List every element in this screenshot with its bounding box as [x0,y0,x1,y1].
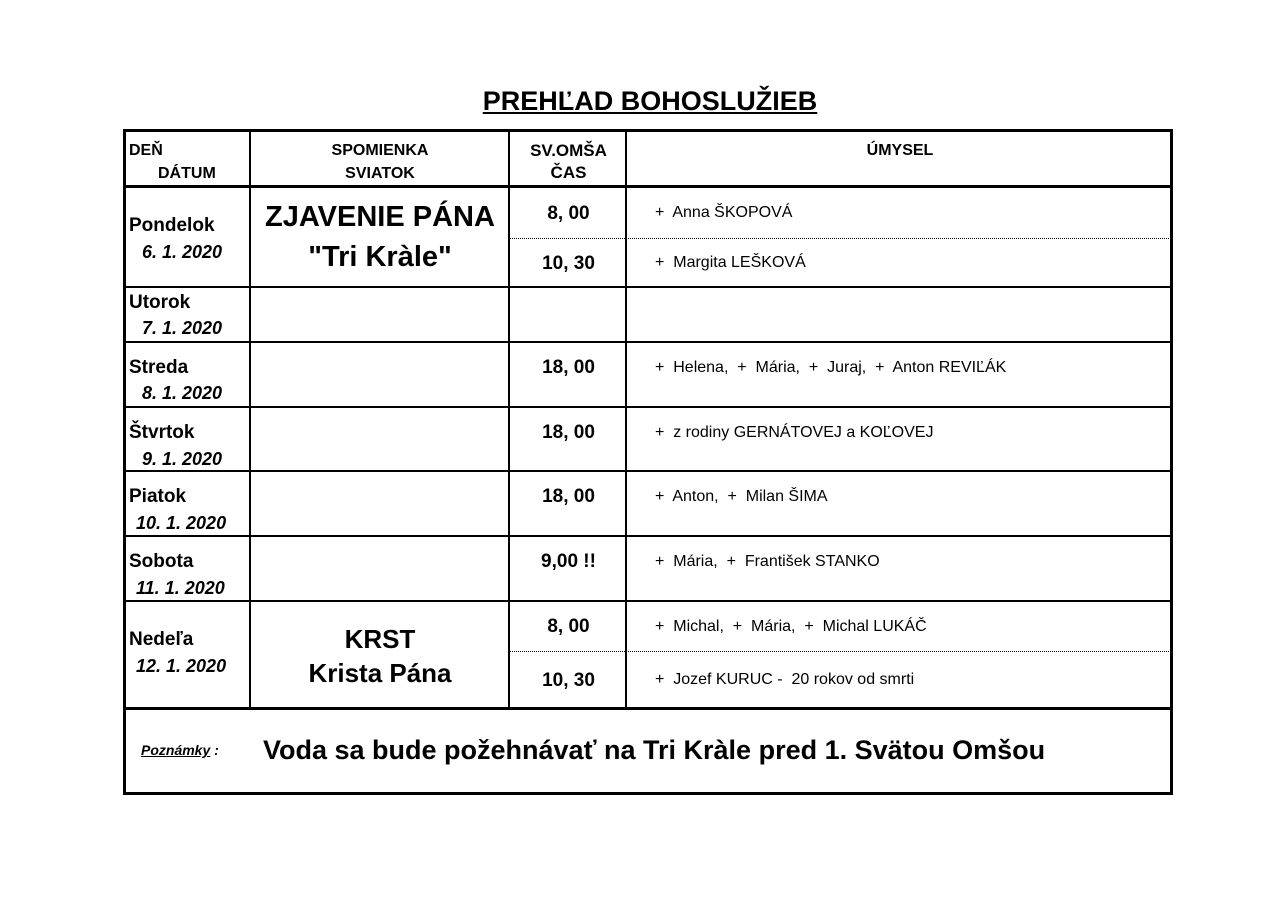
mass-intention: + z rodiny GERNÁTOVEJ a KOĽOVEJ [655,424,934,441]
mass-intention: + Jozef KURUC - 20 rokov od smrti [655,671,915,688]
mass-time: 9,00 !! [541,551,596,572]
row-divider [123,286,1173,288]
notes-divider [123,707,1173,710]
day-name: Nedeľa [129,629,194,650]
day-name: Štvrtok [129,422,195,443]
mass-intention: + Anna ŠKOPOVÁ [655,204,793,221]
day-date: 7. 1. 2020 [142,318,223,338]
page-title: PREHĽAD BOHOSLUŽIEB [482,86,818,116]
header-feast-type: SVIATOK [345,165,415,182]
day-date: 6. 1. 2020 [142,242,223,262]
row-divider [123,341,1173,343]
header-divider [123,185,1173,188]
feast-subtitle: Krista Pána [308,658,452,688]
row-divider [123,406,1173,408]
header-mass: SV.OMŠA [530,141,607,160]
mass-time: 18, 00 [542,486,595,507]
notes-label-suffix: : [210,742,219,758]
day-date: 8. 1. 2020 [142,383,223,403]
day-name: Pondelok [129,215,215,236]
day-date: 12. 1. 2020 [136,656,227,676]
mass-time: 8, 00 [547,616,590,637]
mass-intention: + Anton, + Milan ŠIMA [655,488,828,505]
day-date: 10. 1. 2020 [136,513,227,533]
notes-text: Voda sa bude požehnávať na Tri Kràle pred 1. Svätou Omšou [263,735,1046,765]
header-feast: SPOMIENKA [331,142,429,159]
header-time: ČAS [550,163,587,182]
feast-name: KRST [344,624,416,654]
mass-time: 8, 00 [547,203,590,224]
day-name: Sobota [129,551,194,572]
header-day: DEŇ [129,142,163,159]
row-divider [123,470,1173,472]
day-name: Utorok [129,292,191,313]
row-divider [123,600,1173,602]
mass-divider [510,651,1173,652]
mass-time: 10, 30 [542,253,595,274]
day-name: Piatok [129,486,187,507]
mass-intention: + Helena, + Mária, + Juraj, + Anton REVIĽÁK [655,359,1007,376]
feast-subtitle: "Tri Kràle" [308,241,452,273]
mass-divider [510,238,1173,239]
day-date: 9. 1. 2020 [142,449,223,469]
header-date: DÁTUM [158,165,216,182]
notes-label [141,742,219,758]
mass-time: 18, 00 [542,422,595,443]
mass-time: 10, 30 [542,670,595,691]
column-divider [249,129,251,709]
mass-intention: + Mária, + František STANKO [655,553,880,570]
mass-intention: + Michal, + Mária, + Michal LUKÁČ [655,618,927,635]
mass-intention: + Margita LEŠKOVÁ [655,254,806,271]
notes-label-text: Poznámky [141,742,211,758]
row-divider [123,535,1173,537]
header-intention: ÚMYSEL [866,142,934,159]
mass-time: 18, 00 [542,357,595,378]
feast-name: ZJAVENIE PÁNA [265,201,495,233]
day-name: Streda [129,357,189,378]
day-date: 11. 1. 2020 [136,578,225,598]
